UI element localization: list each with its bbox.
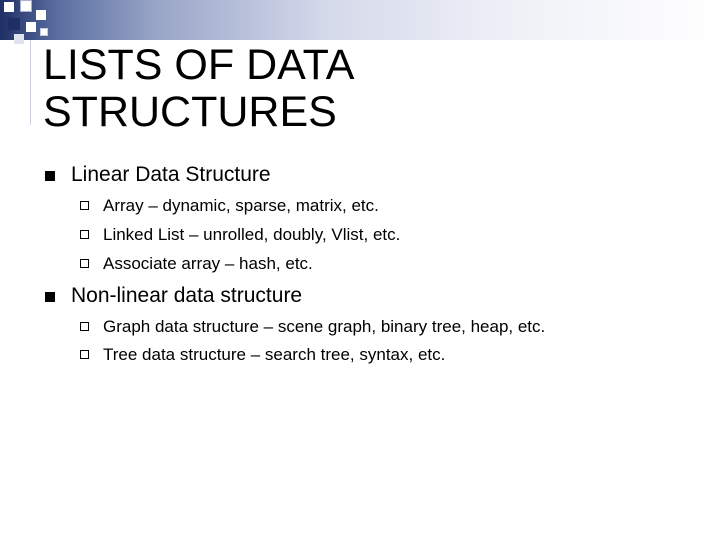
title-line-1: LISTS OF DATA	[43, 41, 355, 89]
hollow-square-bullet-icon	[80, 350, 89, 359]
section-heading-nonlinear: Non-linear data structure	[71, 284, 303, 307]
hollow-square-bullet-icon	[80, 230, 89, 239]
square-bullet-icon	[45, 292, 55, 302]
header-band	[0, 0, 720, 40]
title-rule	[30, 40, 31, 125]
page-title	[43, 42, 643, 136]
list-item: Graph data structure – scene graph, binary tree, heap, etc.	[103, 317, 546, 336]
list-item: Linked List – unrolled, doubly, Vlist, etc.	[103, 225, 401, 244]
title-line-2: STRUCTURES	[43, 88, 337, 136]
section-heading-linear: Linear Data Structure	[71, 163, 271, 186]
hollow-square-bullet-icon	[80, 259, 89, 268]
list-item: Tree data structure – search tree, syntax, etc.	[103, 345, 446, 364]
square-bullet-icon	[45, 171, 55, 181]
list-item: Array – dynamic, sparse, matrix, etc.	[103, 196, 379, 215]
hollow-square-bullet-icon	[80, 322, 89, 331]
hollow-square-bullet-icon	[80, 201, 89, 210]
list-item: Associate array – hash, etc.	[103, 254, 313, 273]
